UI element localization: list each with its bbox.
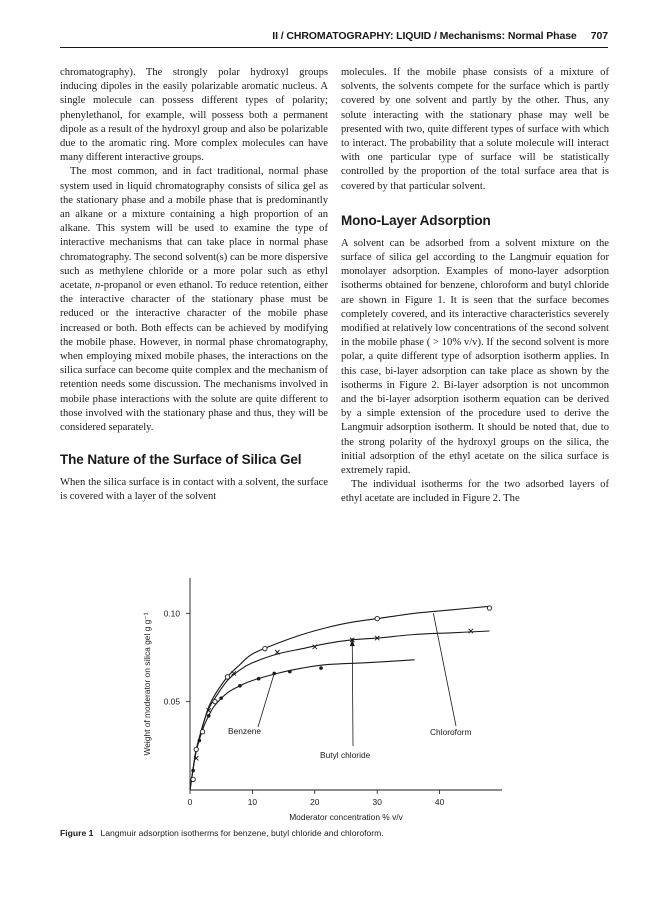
data-point-benzene — [238, 684, 242, 688]
data-point-chloroform — [200, 730, 204, 734]
data-point-chloroform — [213, 699, 217, 703]
series-line-benzene — [190, 660, 415, 790]
y-tick-label: 0.05 — [163, 696, 180, 707]
running-header — [272, 30, 608, 42]
data-point-chloroform — [194, 747, 198, 751]
header-rule — [60, 47, 608, 48]
section-heading-silica-surface: The Nature of the Surface of Silica Gel — [60, 452, 302, 468]
right-paragraph-1: molecules. If the mobile phase consists of a mixture of solvents, the solvents compete for the surface which is partly covered by one solvent and partly by the other. Thus, any solute interacting with the stationary phase may well be presented with two, quite different types of surface with which to interact. The probability that a solute molecule will interact with one particular type of surface will be statistically controlled by the proportion of the total surface area that is covered by that particular solvent. — [341, 67, 609, 192]
left-paragraph-3: When the silica surface is in contact with a solvent, the surface is covered with a layer of the solvent — [60, 477, 328, 503]
annotation-label-chloroform: Chloroform — [430, 727, 472, 737]
x-tick-label: 0 — [187, 797, 193, 807]
left-column — [60, 66, 328, 505]
data-point-benzene — [319, 666, 323, 670]
data-point-benzene — [207, 714, 211, 718]
annotation-label-benzene: Benzene — [228, 726, 262, 736]
x-tick-label: 20 — [310, 797, 320, 807]
data-point-chloroform — [375, 616, 379, 620]
series-line-chloroform — [190, 606, 490, 790]
data-point-chloroform — [225, 675, 229, 679]
data-point-chloroform — [263, 646, 267, 650]
data-point-chloroform — [487, 606, 491, 610]
x-axis-title: Moderator concentration % v/v — [289, 812, 403, 822]
y-tick-label: 0.10 — [163, 608, 180, 619]
data-point-benzene — [219, 696, 223, 700]
right-paragraph-3: The individual isotherms for the two adsorbed layers of ethyl acetate are included in Figure 2. The — [341, 479, 609, 505]
figure-1 — [130, 568, 530, 826]
annotation-leader-butyl-chloride — [352, 638, 353, 746]
data-point-butyl-chloride — [469, 629, 473, 633]
x-tick-label: 10 — [247, 797, 258, 807]
annotation-leader-benzene — [258, 673, 274, 727]
data-point-benzene — [257, 677, 261, 681]
section-heading-mono-layer: Mono-Layer Adsorption — [341, 212, 491, 228]
x-tick-label: 40 — [434, 797, 445, 807]
y-axis-title: Weight of moderator on silica gel g g⁻¹ — [142, 612, 152, 756]
data-point-benzene — [288, 670, 292, 674]
running-title: II / CHROMATOGRAPHY: LIQUID / Mechanisms: Normal Phase — [272, 30, 577, 42]
right-column — [341, 66, 609, 507]
left-paragraph-1: chromatography). The strongly polar hydroxyl groups inducing dipoles in the easily polarizable aromatic nucleus. A single molecule can possess different types of polarity; phenylethanol, for example, will possess both a permanent dipole as a result of the hydroxyl group and also be polarizable due to the aromatic ring. More complex molecules can have many different interactive groups. — [60, 67, 328, 164]
isotherm-chart — [130, 568, 530, 826]
data-point-chloroform — [191, 777, 195, 781]
right-paragraph-2: A solvent can be adsorbed from a solvent mixture on the surface of silica gel according to the Langmuir equation for monolayer adsorption. Examples of mono-layer adsorption isotherms obtained for benzene, chloroform and butyl chloride are shown in Figure 1. It is seen that the surface becomes completely covered, and its interactive characteristics severely modified at relatively low concentrations of the second solvent in the mobile phase ( > 10% v/v). If the second solvent is more polar, a quite different type of adsorption isotherm applies. In this case, bi-layer adsorption can take place as shown by the isotherms in Figure 2. Bi-layer adsorption is not uncommon and the bi-layer adsorption isotherm equation can be derived by a simple extension of the procedure used to derive the Langmuir adsorption isotherm. It should be noted that, due to the strong polarity of the hydroxyl groups on the silica, the initial adsorption of the ethyl acetate on the silica surface is extremely rapid. — [341, 237, 609, 477]
figure-label: Figure 1 — [60, 828, 94, 838]
series-line-butyl-chloride — [190, 631, 490, 790]
data-point-benzene — [198, 739, 202, 743]
page-number: 707 — [590, 30, 608, 42]
figure-caption — [60, 827, 608, 839]
page-header — [60, 24, 608, 46]
annotation-label-butyl-chloride: Butyl chloride — [320, 750, 371, 760]
left-paragraph-2: The most common, and in fact traditional, normal phase system used in liquid chromatography consists of silica gel as the stationary phase and a mobile phase that is predominantly an alkane or a mixture containing a high proportion of an alkane. This system will be used to examine the type of interactive mechanisms that can take place in normal phase chromatography. The second solvent(s) can be more dispersive such as methylene chloride or a more polar such as ethyl acetate, n-propanol or even ethanol. To reduce retention, either the interactive character of the stationary phase must be reduced or the interactive character of the mobile phase increased or both. Both effects can be achieved by modifying the mobile phase. However, in normal phase chromatography, when employing mixed mobile phases, the interactions on the silica surface can become quite complex and the mechanism of retention needs some discussion. The mechanisms involved in mobile phase interactions with the solute are quite different to those involved with the stationary phase and thus, they will be considered separately. — [60, 166, 328, 434]
annotation-leader-chloroform — [433, 613, 456, 726]
figure-caption-text: Langmuir adsorption isotherms for benzene, butyl chloride and chloroform. — [100, 828, 384, 838]
x-tick-label: 30 — [372, 797, 382, 807]
data-point-benzene — [191, 769, 195, 773]
